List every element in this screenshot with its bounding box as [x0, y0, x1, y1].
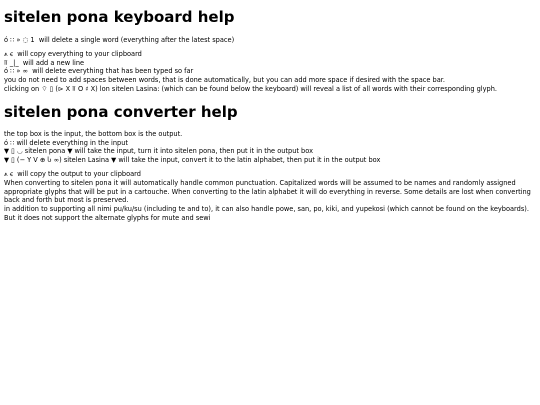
to-pona-glyphs: ▼ ▯ ◡	[4, 147, 23, 156]
to-latin-glyphs: ▼ ▯ (− Y V ⊕ Ⴑ ∞)	[4, 156, 62, 165]
new-line-glyphs: ⫪ _|_	[4, 58, 19, 67]
copy-output-text: will copy the output to your clipboard	[17, 169, 141, 178]
click-prefix: clicking on	[4, 84, 40, 93]
to-latin-line	[4, 156, 536, 165]
space-note: you do not need to add spaces between words, that is done automatically, but you can add more space if desired with the space bar.	[4, 76, 445, 85]
copy-output-glyphs: ⩚ ꞓ	[4, 169, 13, 178]
new-line-line	[4, 59, 536, 68]
delete-all-text: will delete everything that has been typed so far	[32, 67, 194, 76]
copy-output-line	[4, 170, 536, 179]
copy-all-text: will copy everything to your clipboard	[17, 49, 142, 58]
converter-help-heading: sitelen pona converter help	[4, 102, 238, 121]
io-intro: the top box is the input, the bottom box is the output.	[4, 129, 183, 138]
conversion-paragraph: When converting to sitelen pona it will automatically handle common punctuation. Capitalized words will be assumed to be names and randomly assigned appropriate glyphs that will be put in a cartouche. When converting to the latin alphabet it will do everything in reverse. Some details are lost when converting back and forth but most is preserved.	[4, 178, 531, 205]
copy-glyphs: ⩚ ꞓ	[4, 49, 13, 58]
delete-word-text: will delete a single word (everything after the latest space)	[38, 36, 235, 44]
delete-all-glyphs: ó ∷ » ∞	[4, 67, 29, 76]
support-paragraph: in addition to supporting all nimi pu/ku/su (including te and to), it can also handle powe, san, po, kiki, and yupekosi (which cannot be found on the keyboards). But it does not support the alternate glyphs for mute and sewi	[4, 205, 529, 222]
delete-word-line	[4, 36, 536, 45]
delete-word-glyphs: ó ∷ » ◌ 1	[4, 36, 35, 44]
to-latin-text: sitelen Lasina ▼ will take the input, convert it to the latin alphabet, then put it in the output box	[63, 156, 381, 165]
copy-all-line	[4, 50, 536, 59]
glyph-list-text: lon sitelen Lasina: (which can be found below the keyboard) will reveal a list of all words with their corresponding glyph.	[99, 84, 497, 93]
clear-input-line	[4, 139, 536, 148]
clear-input-glyphs: ó ∷	[4, 138, 15, 147]
glyph-list-link-glyphs[interactable]: ⌔ ▯ (⊳ X ⫪ O ♯ X)	[41, 84, 98, 93]
delete-all-line	[4, 67, 536, 76]
to-pona-line	[4, 147, 536, 156]
clear-input-text: will delete everything in the input	[16, 138, 128, 147]
to-pona-text: sitelen pona ▼ will take the input, turn it into sitelen pona, then put it in the output box	[24, 147, 313, 156]
glyph-list-line	[4, 85, 536, 94]
keyboard-help-heading: sitelen pona keyboard help	[4, 8, 235, 26]
new-line-text: will add a new line	[22, 58, 85, 67]
